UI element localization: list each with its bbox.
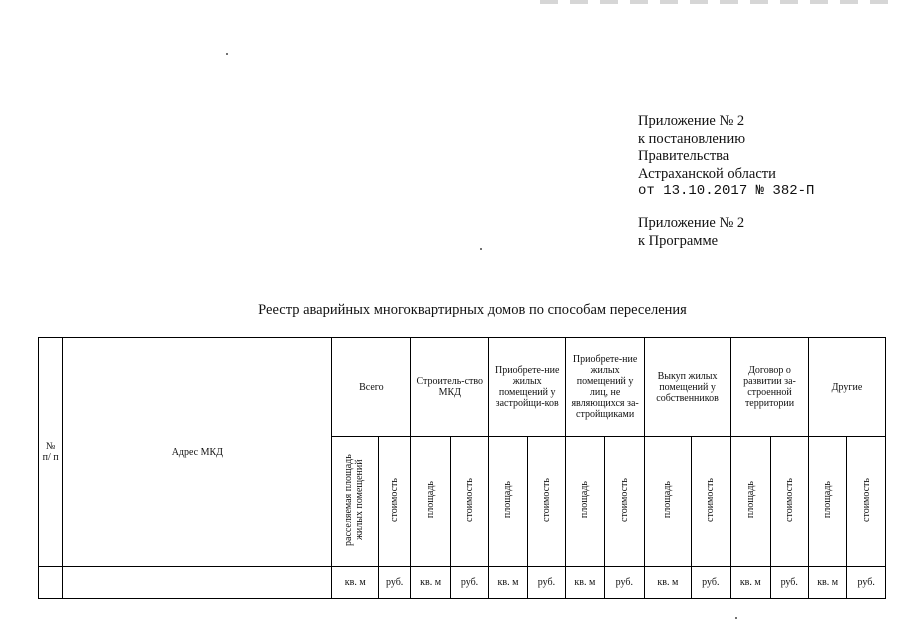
unit-cell-empty	[63, 567, 332, 599]
registry-table	[38, 337, 886, 599]
subheader-label: площадь	[744, 481, 756, 519]
group-header-total: Всего	[332, 338, 411, 437]
group-header-buyout: Выкуп жилых помещений у собственников	[645, 338, 731, 437]
subheader-label: площадь	[579, 481, 591, 519]
group-header-other: Другие	[808, 338, 885, 437]
subheader-label: стоимость	[540, 478, 552, 522]
subheader-area	[566, 437, 604, 567]
scan-artifact-top	[540, 0, 900, 4]
subheader-label: площадь	[662, 481, 674, 519]
unit-label: руб.	[378, 567, 410, 599]
unit-label: руб.	[604, 567, 644, 599]
num-header: № п/ п	[39, 338, 63, 567]
subheader-cost	[691, 437, 730, 567]
subheader-cost	[847, 437, 886, 567]
appendix-line: Астраханской области	[638, 165, 776, 182]
subheader-cost	[450, 437, 488, 567]
program-appendix-line: к Программе	[638, 232, 719, 249]
subheader-label: стоимость	[389, 478, 401, 522]
decree-date-number: от 13.10.2017 № 382-П	[638, 183, 815, 200]
subheader-area	[411, 437, 450, 567]
subheader-label: площадь	[425, 481, 437, 519]
unit-label: кв. м	[332, 567, 379, 599]
subheader-cost	[378, 437, 410, 567]
subheader-cost	[604, 437, 644, 567]
subheader-label: стоимость	[783, 478, 795, 522]
subheader-label: площадь	[502, 481, 514, 519]
group-header-purchase-developers: Приобрете-ние жилых помещений у застройщи-ков	[489, 338, 566, 437]
unit-label: руб.	[691, 567, 730, 599]
subheader-label: стоимость	[464, 478, 476, 522]
group-header-construction: Строитель-ство МКД	[411, 338, 489, 437]
group-header-purchase-non-developers: Приобрете-ние жилых помещений у лиц, не являющихся за-стройщиками	[566, 338, 645, 437]
subheader-area	[332, 437, 379, 567]
subheader-area	[731, 437, 770, 567]
unit-label: руб.	[527, 567, 565, 599]
unit-label: кв. м	[566, 567, 604, 599]
group-header-territory-contract: Договор о развитии за-строенной территории	[731, 338, 809, 437]
unit-label: кв. м	[645, 567, 692, 599]
scan-speck	[480, 248, 482, 250]
unit-label: кв. м	[411, 567, 450, 599]
unit-label: руб.	[770, 567, 808, 599]
subheader-area	[489, 437, 527, 567]
address-header: Адрес МКД	[63, 338, 332, 567]
unit-label: кв. м	[731, 567, 770, 599]
appendix-line: к постановлению	[638, 130, 746, 147]
appendix-line: Правительства	[638, 148, 730, 165]
appendix-block	[638, 113, 898, 250]
subheader-area	[645, 437, 692, 567]
unit-label: кв. м	[489, 567, 527, 599]
subheader-cost	[770, 437, 808, 567]
subheader-cost	[527, 437, 565, 567]
unit-label: руб.	[450, 567, 488, 599]
appendix-line: Приложение № 2	[638, 113, 745, 129]
subheader-label: стоимость	[618, 478, 630, 522]
subheader-label: стоимость	[705, 478, 717, 522]
document-title: Реестр аварийных многоквартирных домов по способам переселения	[258, 302, 687, 318]
unit-cell-empty	[39, 567, 63, 599]
scan-speck	[735, 617, 737, 619]
subheader-label: расселяемая площадь жилых помещений	[343, 454, 366, 546]
unit-label: руб.	[847, 567, 886, 599]
scan-speck	[226, 53, 228, 55]
subheader-label: стоимость	[860, 478, 872, 522]
subheader-label: площадь	[822, 481, 834, 519]
subheader-area	[808, 437, 846, 567]
unit-label: кв. м	[808, 567, 846, 599]
program-appendix-line: Приложение № 2	[638, 214, 745, 231]
